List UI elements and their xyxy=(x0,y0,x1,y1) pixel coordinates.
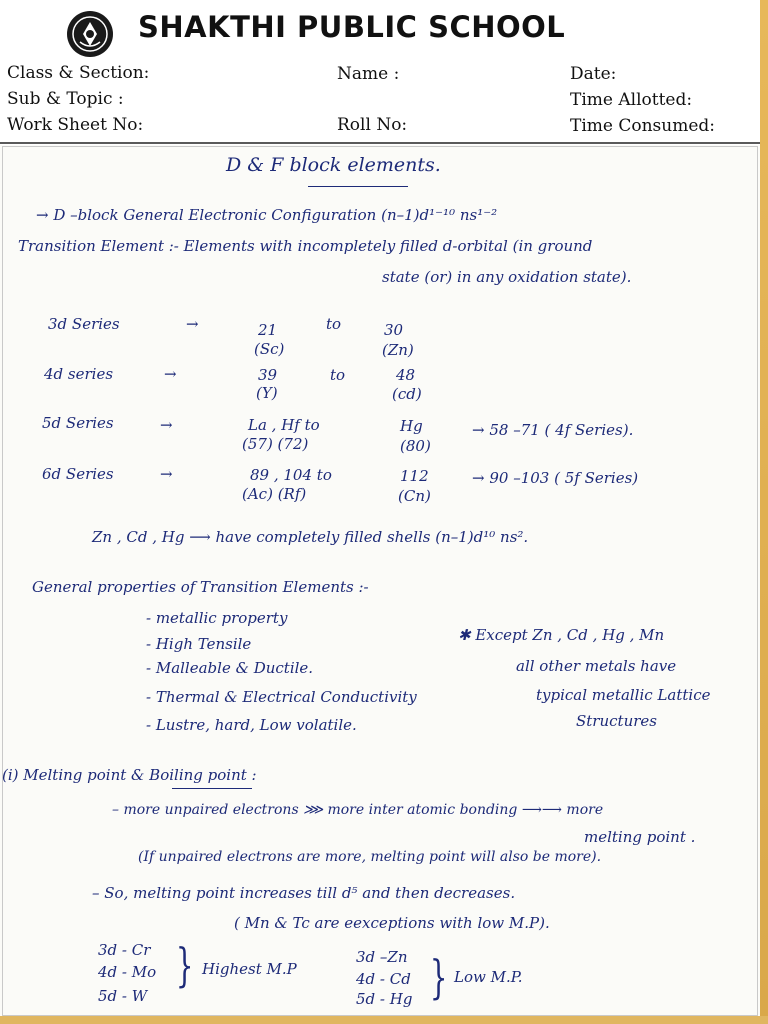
title-underline xyxy=(308,186,408,187)
transition-definition-2: state (or) in any oxidation state). xyxy=(382,268,632,286)
series-name: 5d Series xyxy=(42,414,114,432)
worksheet-header xyxy=(0,0,760,145)
series-from-number: 39 xyxy=(258,366,278,384)
low-mp-label: Low M.P. xyxy=(454,968,523,986)
paper-edge xyxy=(0,1016,768,1024)
property-item: - Lustre, hard, Low volatile. xyxy=(146,716,357,734)
paper-edge xyxy=(760,0,768,1024)
series-from-number: 21 xyxy=(258,321,278,339)
series-arrow: → xyxy=(164,365,177,383)
series-to-symbol: (Cn) xyxy=(398,487,431,505)
property-item: - Malleable & Ductile. xyxy=(146,659,314,677)
highest-mp-item: 3d - Cr xyxy=(98,941,151,959)
series-name: 4d series xyxy=(44,365,114,383)
series-to: to xyxy=(330,366,346,384)
series-note: → 90 –103 ( 5f Series) xyxy=(472,469,639,487)
series-from-number: 89 , 104 to xyxy=(250,466,332,484)
series-from-symbol: (57) (72) xyxy=(242,435,309,453)
series-from-symbol: (Ac) (Rf) xyxy=(242,485,307,503)
header-divider xyxy=(0,142,760,144)
low-mp-item: 5d - Hg xyxy=(356,990,413,1008)
except-note-2: all other metals have xyxy=(516,657,677,675)
series-to-symbol: (cd) xyxy=(392,385,422,403)
series-to-number: Hg xyxy=(400,417,423,435)
roll-no-label: Roll No: xyxy=(337,115,408,135)
except-note-4: Structures xyxy=(576,712,657,730)
series-from-symbol: (Y) xyxy=(256,384,278,402)
melting-point-line: – So, melting point increases till d⁵ and then decreases. xyxy=(92,884,516,902)
brace-icon: } xyxy=(429,950,448,1004)
series-name: 6d Series xyxy=(42,465,114,483)
filled-shells-note: Zn , Cd , Hg ⟶ have completely filled shells (n–1)d¹⁰ ns². xyxy=(92,528,529,546)
boiling-underline xyxy=(172,788,252,789)
series-to-number: 30 xyxy=(384,321,404,339)
property-item: - Thermal & Electrical Conductivity xyxy=(146,688,417,706)
series-to-symbol: (80) xyxy=(400,437,431,455)
series-arrow: → xyxy=(160,465,173,483)
school-logo-icon xyxy=(66,10,114,58)
melting-point-line: – more unpaired electrons ⋙ more inter atomic bonding ⟶⟶ more xyxy=(112,802,604,818)
series-note: → 58 –71 ( 4f Series). xyxy=(472,421,634,439)
melting-point-line: melting point . xyxy=(584,828,696,846)
d-block-config: → D –block General Electronic Configuration (n–1)d¹⁻¹⁰ ns¹⁻² xyxy=(36,206,498,224)
except-note-1: ✱ Except Zn , Cd , Hg , Mn xyxy=(458,626,665,644)
series-to: to xyxy=(326,315,342,333)
highest-mp-label: Highest M.P xyxy=(202,960,297,978)
series-arrow: → xyxy=(186,315,199,333)
date-label: Date: xyxy=(570,64,617,84)
melting-point-heading: (i) Melting point & Boiling point : xyxy=(2,766,257,784)
highest-mp-item: 5d - W xyxy=(98,987,148,1005)
notes-title: D & F block elements. xyxy=(226,154,441,176)
melting-point-line: (If unpaired electrons are more, melting point will also be more). xyxy=(138,849,602,865)
low-mp-item: 4d - Cd xyxy=(356,970,411,988)
highest-mp-item: 4d - Mo xyxy=(98,963,157,981)
transition-definition-1: Transition Element :- Elements with incompletely filled d-orbital (in ground xyxy=(18,237,593,255)
property-item: - High Tensile xyxy=(146,635,252,653)
melting-point-line: ( Mn & Tc are eexceptions with low M.P). xyxy=(234,914,550,932)
sub-topic-label: Sub & Topic : xyxy=(7,89,124,109)
series-to-number: 48 xyxy=(396,366,416,384)
class-section-label: Class & Section: xyxy=(7,63,150,83)
series-from-symbol: (Sc) xyxy=(254,340,285,358)
time-allotted-label: Time Allotted: xyxy=(570,90,693,110)
general-properties-heading: General properties of Transition Elements :- xyxy=(32,578,369,596)
series-to-symbol: (Zn) xyxy=(382,341,414,359)
series-name: 3d Series xyxy=(48,315,120,333)
school-name: SHAKTHI PUBLIC SCHOOL xyxy=(138,10,566,44)
series-arrow: → xyxy=(160,416,173,434)
brace-icon: } xyxy=(175,938,194,992)
low-mp-item: 3d –Zn xyxy=(356,948,408,966)
series-to-number: 112 xyxy=(400,467,429,485)
except-note-3: typical metallic Lattice xyxy=(536,686,711,704)
series-from-number: La , Hf to xyxy=(248,416,320,434)
name-label: Name : xyxy=(337,64,400,84)
property-item: - metallic property xyxy=(146,609,288,627)
worksheet-no-label: Work Sheet No: xyxy=(7,115,144,135)
time-consumed-label: Time Consumed: xyxy=(570,116,716,136)
